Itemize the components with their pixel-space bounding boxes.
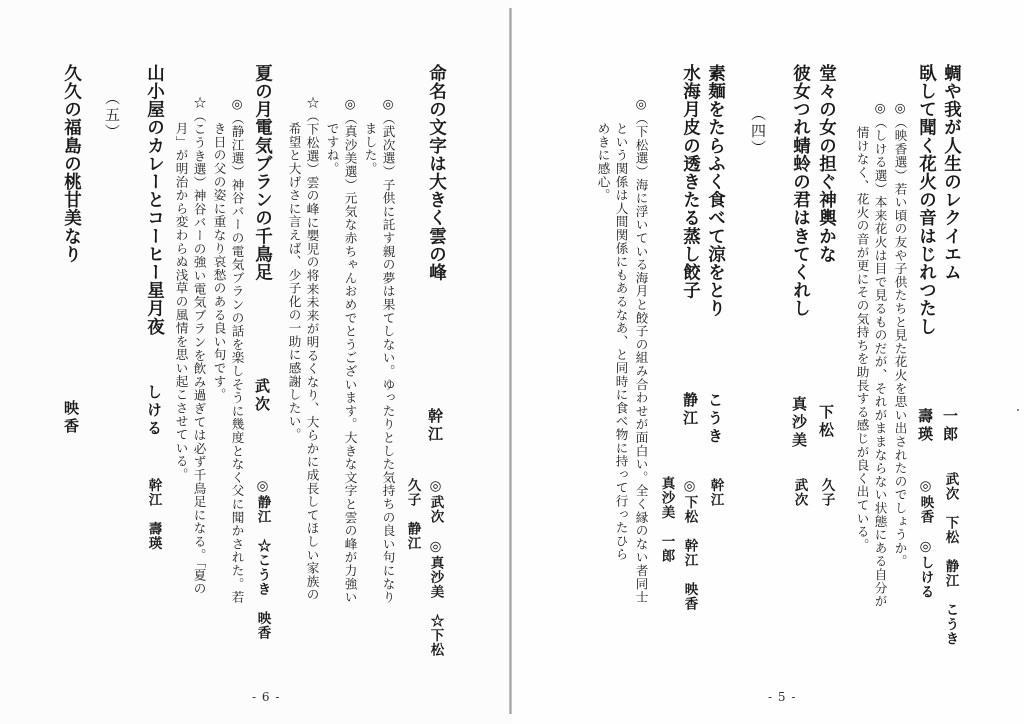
haiku-higurashi-author: 一郎: [941, 408, 959, 444]
comment-line: ◎（しける選）本来花火は目で見るものだが、それがままならない状態にある自分が: [872, 100, 888, 608]
haiku-meimei-selectors-1: ◎武次 ◎真沙美 ☆下松: [427, 478, 444, 657]
haiku-natsu-no-tsuki-selectors: ◎静江 ☆こうき 映香: [254, 478, 271, 640]
haiku-kanojo-selectors: 武次: [791, 478, 808, 507]
haiku-meimei-author: 幹江: [426, 408, 444, 444]
haiku-natsu-no-tsuki-text: 夏の月電気ブランの千鳥足: [252, 64, 273, 282]
page-number-5: - 5 -: [768, 690, 797, 704]
haiku-momo-text: 久久の福島の桃甘美なり: [61, 64, 82, 264]
haiku-fushite-author: 壽瑛: [916, 408, 934, 444]
haiku-fushite-selectors: ◎映香 ◎しける: [917, 478, 934, 599]
haiku-higurashi-selectors: 武次 下松 静江 こうき: [942, 472, 959, 646]
page-number-6: - 6 -: [252, 690, 281, 704]
comment-line: き日の父の姿に重なり哀愁のある良い句です。: [211, 122, 227, 402]
comment-line: ◎（武次選）子供に託す親の夢は果てしない。ゆったりとした気持ちの良い句になり: [380, 96, 396, 604]
comment-line: ☆（こうき選）神谷バーの強い電気ブランを飲み過ぎては必ず千鳥足になる。「夏の: [191, 96, 207, 596]
section-five-heading: （五）: [103, 90, 121, 141]
comment-line: ◎（真沙美選）元気な赤ちゃんおめでとうございます。大きな文字と雲の峰が力強い: [342, 96, 358, 604]
haiku-mizukurage-author: 静江: [681, 392, 699, 428]
haiku-dodo-text: 堂々の女の担ぐ神輿かな: [816, 64, 837, 264]
comment-line: ました。: [362, 122, 378, 176]
haiku-somen-selectors: 幹江: [707, 478, 724, 507]
haiku-somen-author: こうき: [706, 392, 724, 446]
comment-line: という関係は人間関係にもあるなあ、と同時に食べ物に持って行ったひら: [613, 122, 629, 561]
page-5: [512, 0, 1024, 724]
haiku-somen-text: 素麺をたらふく食べて涼をとり: [705, 64, 726, 318]
haiku-meimei-selectors-2: 久子 静江: [404, 478, 421, 551]
comment-line: ◎（下松選）海に浮いている海月と餃子の組み合わせが面白い。全く縁のない者同士: [633, 96, 649, 604]
haiku-mizukurage-selectors-1: ◎下松 幹江 映香: [681, 478, 698, 611]
haiku-fushite-text: 臥して聞く花火の音はじれつたし: [916, 64, 937, 336]
haiku-yamagoya-text: 山小屋のカレーとコーヒー星月夜: [144, 64, 165, 336]
haiku-higurashi-text: 蜩や我が人生のレクイエム: [941, 64, 962, 282]
scan-speck: [1017, 409, 1019, 411]
comment-line: 希望と大げさに言えば、少子化の一助に感謝したい。: [286, 122, 302, 442]
comment-line: 情けなく、花火の音が更にその気持ちを助長する感じが良く出ている。: [854, 126, 870, 552]
comment-line: ☆（下松選）雲の峰に嬰児の将来未来が明るくなり、大らかに成長してほしい家族の: [304, 96, 320, 602]
haiku-kanojo-author: 真沙美: [790, 396, 808, 450]
comment-line: ◎（映香選）若い頃の友や子供たちと見た花火を思い出されたのでしょうか。: [892, 100, 908, 568]
haiku-mizukurage-selectors-2: 真沙美 一郎: [658, 476, 675, 563]
haiku-yamagoya-author: しける: [145, 384, 163, 438]
comment-line: 月」が明治から変わらぬ浅草の風情を思い起こさせている。: [173, 122, 189, 482]
haiku-yamagoya-selectors: 幹江 壽瑛: [145, 478, 162, 551]
haiku-mizukurage-text: 水海月皮の透きたる蒸し餃子: [680, 64, 701, 300]
comment-line: ですね。: [324, 122, 340, 176]
haiku-meimei-text: 命名の文字は大きく雲の峰: [426, 64, 447, 282]
haiku-dodo-author: 下松: [817, 404, 835, 440]
comment-line: めきに感心。: [595, 122, 611, 202]
haiku-dodo-selectors: 久子: [818, 478, 835, 507]
section-four-heading: （四）: [749, 106, 767, 157]
haiku-momo-author: 映香: [62, 400, 80, 436]
haiku-kanojo-text: 彼女つれ蜻蛉の君はきてくれし: [790, 64, 811, 318]
haiku-natsu-no-tsuki-author: 武次: [253, 378, 271, 414]
comment-line: ◎（静江選）神谷バーの電気ブランの話を楽しそうに幾度となく父に聞かされた。若: [229, 96, 245, 604]
